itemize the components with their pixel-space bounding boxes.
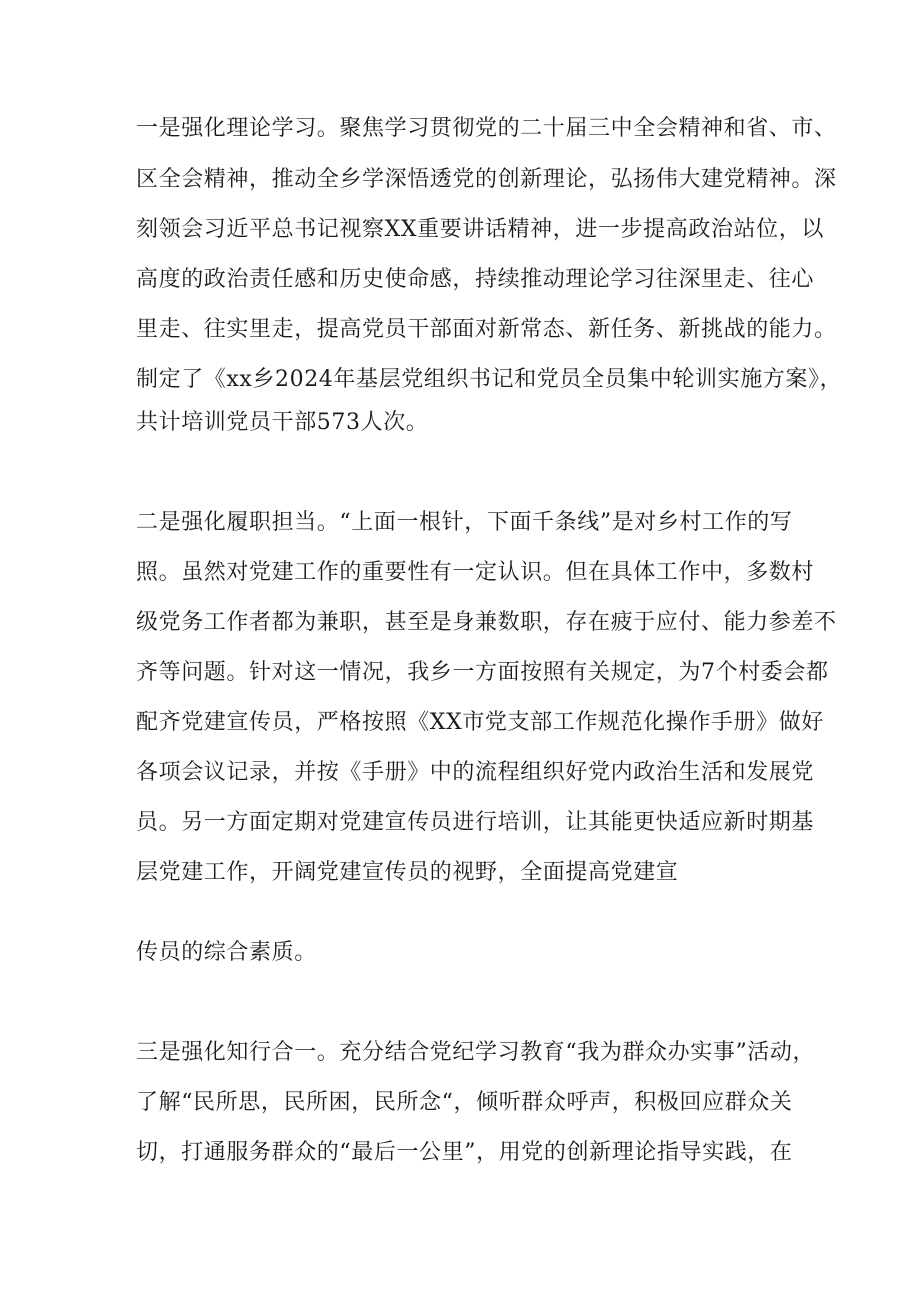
text-line: 传员的综合素质。 (136, 940, 317, 965)
text-line: 三是强化知行合一。充分结合党纪学习教育“我为群众办实事”活动， (136, 1040, 816, 1065)
text-line: 高度的政治责任感和历史使命感，持续推动理论学习往深里走、往心 (136, 267, 815, 292)
text-line: 共计培训党员干部573人次。 (136, 410, 429, 435)
text-line: 一是强化理论学习。聚焦学习贯彻党的二十届三中全会精神和省、市、 (136, 116, 837, 141)
text-line: 级党务工作者都为兼职，甚至是身兼数职，存在疲于应付、能力参差不 (136, 610, 837, 635)
text-line: 配齐党建宣传员，严格按照《XX市党支部工作规范化操作手册》做好 (136, 710, 824, 735)
text-line: 刻领会习近平总书记视察XX重要讲话精神，进一步提高政治站位，以 (136, 217, 824, 242)
text-line: 照。虽然对党建工作的重要性有一定认识。但在具体工作中，多数村 (136, 560, 815, 585)
text-line: 二是强化履职担当。“上面一根针，下面千条线”是对乡村工作的写 (136, 510, 793, 535)
text-line: 里走、往实里走，提高党员干部面对新常态、新任务、新挑战的能力。 (136, 317, 837, 342)
text-line: 齐等问题。针对这一情况，我乡一方面按照有关规定，为7个村委会都 (136, 660, 829, 685)
text-line: 员。另一方面定期对党建宣传员进行培训，让其能更快适应新时期基 (136, 810, 815, 835)
text-line: 了解“民所思，民所困，民所念“，倾听群众呼声，积极回应群众关 (136, 1090, 793, 1115)
text-line: 区全会精神，推动全乡学深悟透党的创新理论，弘扬伟大建党精神。深 (136, 167, 837, 192)
text-line: 切，打通服务群众的“最后一公里”，用党的创新理论指导实践，在 (136, 1140, 793, 1165)
text-line: 各项会议记录，并按《手册》中的流程组织好党内政治生活和发展党 (136, 760, 815, 785)
text-line: 制定了《xx乡2024年基层党组织书记和党员全员集中轮训实施方案》， (136, 367, 843, 392)
text-line: 层党建工作，开阔党建宣传员的视野，全面提高党建宣 (136, 860, 679, 885)
